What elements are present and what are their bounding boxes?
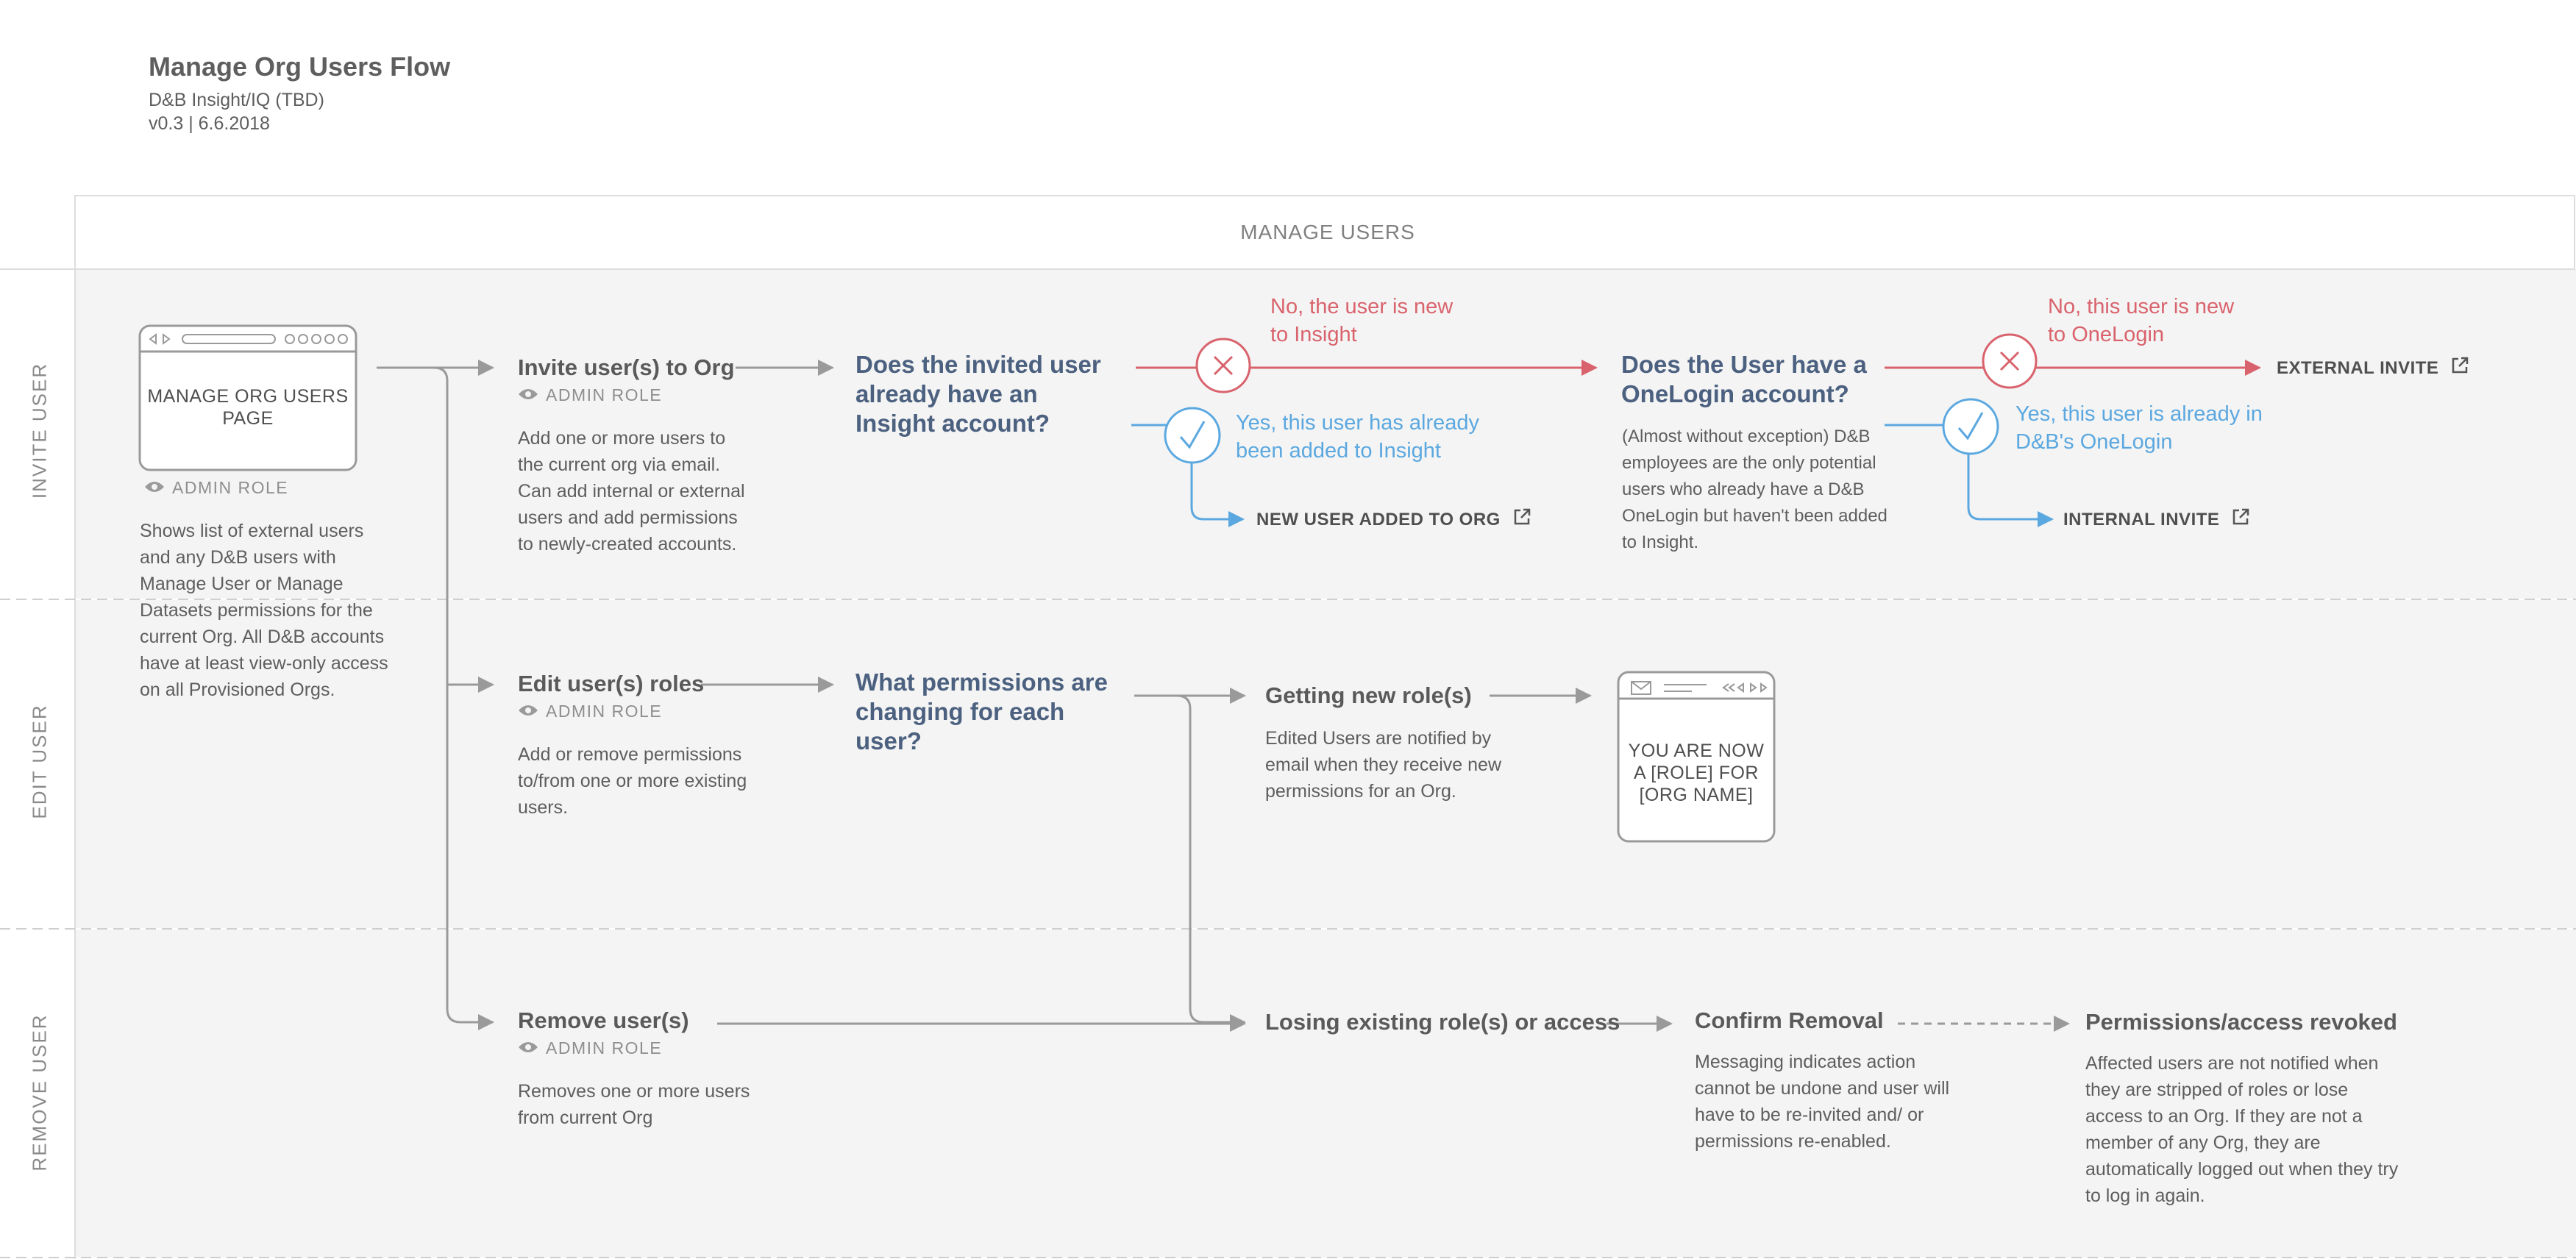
yes-onelogin-label: Yes, this user is already in D&B's OneLogin <box>2015 402 2263 454</box>
revoked-title: Permissions/access revoked <box>2085 1009 2397 1035</box>
external-link-icon <box>2231 507 2250 532</box>
check-circle-icon <box>1165 408 1220 463</box>
no-insight-label: No, the user is new to Insight <box>1270 295 1454 346</box>
email-message-text: YOU ARE NOW A [ROLE] FOR [ORG NAME] <box>1628 741 1765 805</box>
eye-icon <box>518 385 538 405</box>
no-onelogin-label: No, this user is new to OneLogin <box>2048 295 2235 346</box>
remove-title[interactable]: Remove user(s) <box>518 1007 689 1033</box>
lane-label-remove: REMOVE USER <box>28 1013 51 1171</box>
edit-description: Add or remove permissions to/from one or more existing users. <box>518 744 747 818</box>
edit-title[interactable]: Edit user(s) roles <box>518 671 705 696</box>
onelogin-description: (Almost without exception) D&B employees are the only potential users who already have a D&B OneLogin but haven't been added to Insight. <box>1622 427 1887 552</box>
eye-icon <box>144 478 165 498</box>
end-new-user-added[interactable]: NEW USER ADDED TO ORG <box>1256 507 1531 532</box>
new-roles-title: Getting new role(s) <box>1265 682 1472 708</box>
x-circle-icon <box>1983 335 2036 388</box>
end-internal-invite[interactable]: INTERNAL INVITE <box>2063 507 2250 532</box>
invite-question: Does the invited user already have an Insight account? <box>855 351 1101 437</box>
eye-icon <box>518 702 538 721</box>
external-link-icon <box>2450 356 2469 380</box>
new-roles-description: Edited Users are notified by email when they receive new permissions for an Org. <box>1265 728 1501 802</box>
yes-insight-label: Yes, this user has already been added to Insight <box>1236 411 1480 463</box>
lane-label-invite: INVITE USER <box>28 362 51 499</box>
end-external-invite[interactable]: EXTERNAL INVITE <box>2277 356 2469 380</box>
onelogin-question: Does the User have a OneLogin account? <box>1621 351 1867 407</box>
check-circle-icon <box>1943 399 1998 454</box>
invite-role: ADMIN ROLE <box>518 385 662 405</box>
confirm-title: Confirm Removal <box>1695 1007 1884 1033</box>
invite-description: Add one or more users to the current org via email. Can add internal or external users and add permissions to newly-created accounts. <box>518 428 745 554</box>
revoked-description: Affected users are not notified when they are stripped of roles or lose access to an Org. If they are not a member of any Org, they are automatically logged out when they try to log in again. <box>2085 1053 2399 1206</box>
start-role: ADMIN ROLE <box>144 478 288 498</box>
start-box-label[interactable]: MANAGE ORG USERS PAGE <box>147 386 349 429</box>
edit-role: ADMIN ROLE <box>518 702 662 721</box>
x-circle-icon <box>1197 339 1250 392</box>
column-header-manage-users: MANAGE USERS <box>1240 221 1415 243</box>
eye-icon <box>518 1038 538 1058</box>
page-subtitle: D&B Insight/IQ (TBD) <box>149 90 324 110</box>
invite-title[interactable]: Invite user(s) to Org <box>518 354 735 380</box>
confirm-description: Messaging indicates action cannot be undone and user will have to be re-invited and/ or permissions re-enabled. <box>1695 1052 1950 1152</box>
start-description: Shows list of external users and any D&B users with Manage User or Manage Datasets permissions for the current Org. All D&B accounts have at least view-only access on all Provisioned Orgs. <box>140 521 388 700</box>
version-label: v0.3 | 6.6.2018 <box>149 113 270 134</box>
external-link-icon <box>1512 507 1531 532</box>
remove-description: Removes one or more users from current Org <box>518 1081 750 1128</box>
page-title: Manage Org Users Flow <box>149 51 451 82</box>
lane-label-edit: EDIT USER <box>28 704 51 819</box>
losing-title: Losing existing role(s) or access <box>1265 1009 1620 1035</box>
remove-role: ADMIN ROLE <box>518 1038 662 1058</box>
edit-question: What permissions are changing for each user? <box>855 668 1108 755</box>
